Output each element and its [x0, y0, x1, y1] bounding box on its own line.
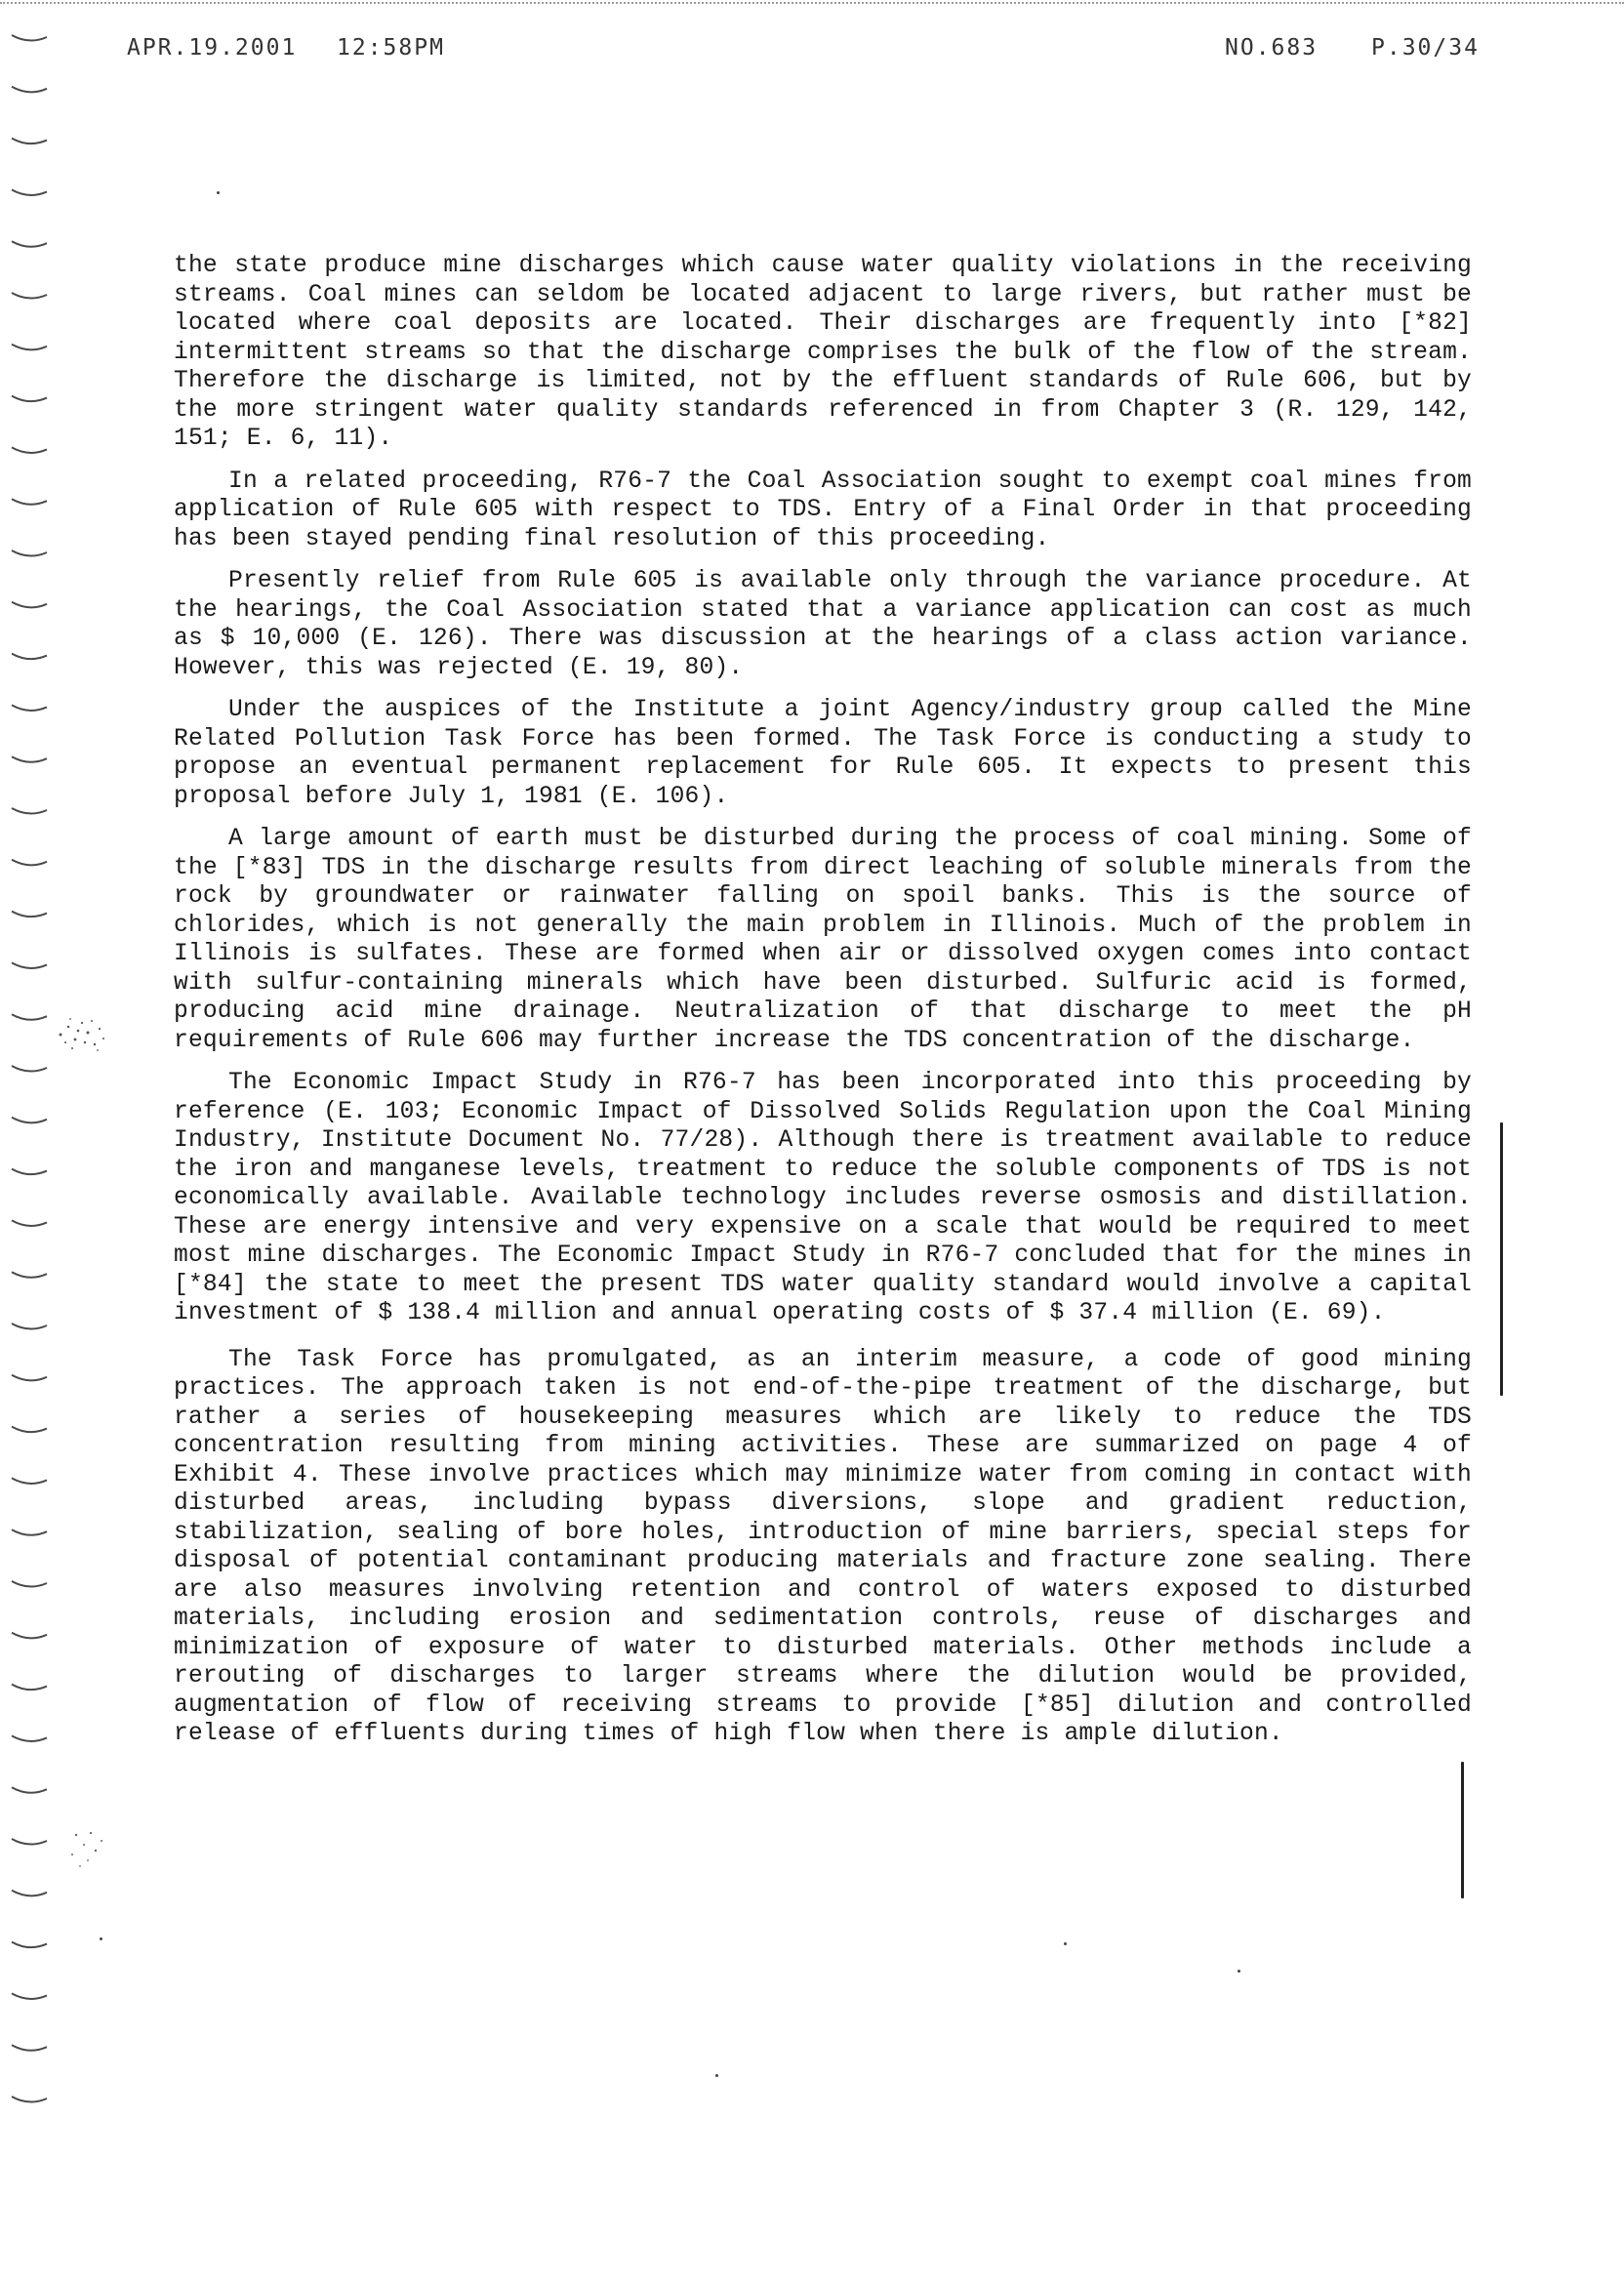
binding-mark: [12, 756, 47, 762]
binding-mark: [12, 1272, 47, 1278]
binding-mark: [12, 808, 47, 814]
binding-mark: [12, 241, 47, 247]
fax-time: 12:58PM: [337, 35, 445, 61]
binding-mark: [12, 1735, 47, 1741]
binding-mark: [12, 1942, 47, 1948]
paragraph: the state produce mine discharges which cause water quality violations in the receiving streams. Coal mines can seldom be located adjacent to large rivers, but rather must be located where coal deposits are located. Their discharges are frequently into [*82] intermittent streams so that the discharge comprises the bulk of the flow of the stream. Therefore the discharge is limited, not by the effluent standards of Rule 606, but by the more stringent water quality standards referenced in from Chapter 3 (R. 129, 142, 151; E. 6, 11).: [174, 253, 1472, 452]
binding-mark: [12, 189, 47, 195]
scan-dot: [217, 191, 220, 194]
binding-mark: [12, 87, 47, 93]
paragraph: Under the auspices of the Institute a joint Agency/industry group called the Mine Related Pollution Task Force has been formed. The Task Force is conducting a study to propose an eventual permanent replacement for Rule 605. It expects to present this proposal before July 1, 1981 (E. 106).: [174, 697, 1472, 810]
scan-dot: [1064, 1942, 1067, 1945]
paragraph: The Task Force has promulgated, as an interim measure, a code of good mining practices. The approach taken is not end-of-the-pipe treatment of the discharge, but rather a series of housekeeping measures which are likely to reduce the TDS concentration resulting from mining activities. These are summarized on page 4 of Exhibit 4. These involve practices which may minimize water from coming in contact with disturbed areas, including bypass diversions, slope and gradient reduction, stabilization, sealing of bore holes, introduction of mine barriers, special steps for disposal of potential contaminant producing materials and fracture zone sealing. There are also measures involving retention and control of waters exposed to disturbed materials, including erosion and sedimentation controls, reuse of discharges and minimization of exposure of water to disturbed materials. Other methods include a rerouting of discharges to larger streams where the dilution would be provided, augmentation of flow of receiving streams to provide [*85] dilution and controlled release of effluents during times of high flow when there is ample dilution.: [174, 1346, 1472, 1747]
fax-top-rule: [0, 2, 1624, 4]
binding-mark: [12, 1427, 47, 1433]
binding-mark: [12, 1787, 47, 1793]
binding-mark: [12, 550, 47, 556]
paragraph: The Economic Impact Study in R76-7 has been incorporated into this proceeding by reference (E. 103; Economic Impact of Dissolved Solids Regulation upon the Coal Mining Industry, Institute Document No. 77/28). Although there is treatment available to reduce the iron and manganese levels, treatment to reduce the soluble components of TDS is not economically available. Available technology includes reverse osmosis and distillation. These are energy intensive and very expensive on a scale that would be required to meet most mine discharges. The Economic Impact Study in R76-7 concluded that for the mines in [*84] the state to meet the present TDS water quality standard would involve a capital investment of $ 138.4 million and annual operating costs of $ 37.4 million (E. 69).: [174, 1070, 1472, 1326]
binding-mark: [12, 1685, 47, 1691]
margin-change-bar: [1500, 1122, 1503, 1396]
scan-speckle-noise: [47, 1815, 125, 1874]
paragraph: A large amount of earth must be disturbed during the process of coal mining. Some of the [*83] TDS in the discharge results from direct leaching of soluble minerals from the rock by groundwater or rainwater falling on spoil banks. This is the source of chlorides, which is not generally the main problem in Illinois. Much of the problem in Illinois is sulfates. These are formed when air or dissolved oxygen comes into contact with sulfur-containing minerals which have been disturbed. Sulfuric acid is formed, producing acid mine drainage. Neutralization of that discharge to meet the pH requirements of Rule 606 may further increase the TDS concentration of the discharge.: [174, 826, 1472, 1054]
scan-dot: [715, 2074, 718, 2077]
scan-dot: [100, 1937, 102, 1940]
binding-mark: [12, 447, 47, 453]
paragraph: Presently relief from Rule 605 is available only through the variance procedure. At the hearings, the Coal Association stated that a variance application can cost as much as $ 10,000 (E. 126). There was discussion at the hearings of a class action variance. However, this was rejected (E. 19, 80).: [174, 568, 1472, 681]
binding-mark: [12, 1220, 47, 1226]
binding-mark: [12, 1633, 47, 1639]
binding-mark: [12, 35, 47, 41]
binding-mark: [12, 345, 47, 350]
binding-mark: [12, 962, 47, 968]
scan-speckle-noise: [41, 1005, 129, 1064]
binding-mark: [12, 1375, 47, 1381]
binding-mark: [12, 1839, 47, 1845]
margin-change-bar: [1461, 1762, 1464, 1898]
binding-mark: [12, 1169, 47, 1175]
binding-mark: [12, 1993, 47, 1999]
binding-mark: [12, 602, 47, 608]
binding-mark: [12, 1324, 47, 1329]
binding-mark: [12, 654, 47, 660]
document-body: [174, 252, 1472, 1763]
binding-mark: [12, 293, 47, 299]
paragraph: In a related proceeding, R76-7 the Coal Association sought to exempt coal mines from application of Rule 605 with respect to TDS. Entry of a Final Order in that proceeding has been stayed pending final resolution of this proceeding.: [174, 468, 1472, 552]
binding-mark: [12, 1891, 47, 1896]
scan-dot: [1238, 1970, 1240, 1973]
binding-mark: [12, 396, 47, 402]
binding-mark: [12, 499, 47, 505]
binding-mark: [12, 1478, 47, 1484]
binding-mark: [12, 1581, 47, 1587]
binding-mark: [12, 2045, 47, 2051]
binding-mark: [12, 1066, 47, 1072]
binding-mark: [12, 912, 47, 917]
binding-mark: [12, 2097, 47, 2102]
binding-mark: [12, 1529, 47, 1535]
fax-date: APR.19.2001: [127, 35, 298, 61]
binding-mark: [12, 1118, 47, 1123]
binding-mark: [12, 139, 47, 144]
fax-page-number: P.30/34: [1371, 35, 1480, 61]
binding-mark: [12, 860, 47, 866]
binding-mark: [12, 705, 47, 711]
fax-number: NO.683: [1225, 35, 1319, 61]
